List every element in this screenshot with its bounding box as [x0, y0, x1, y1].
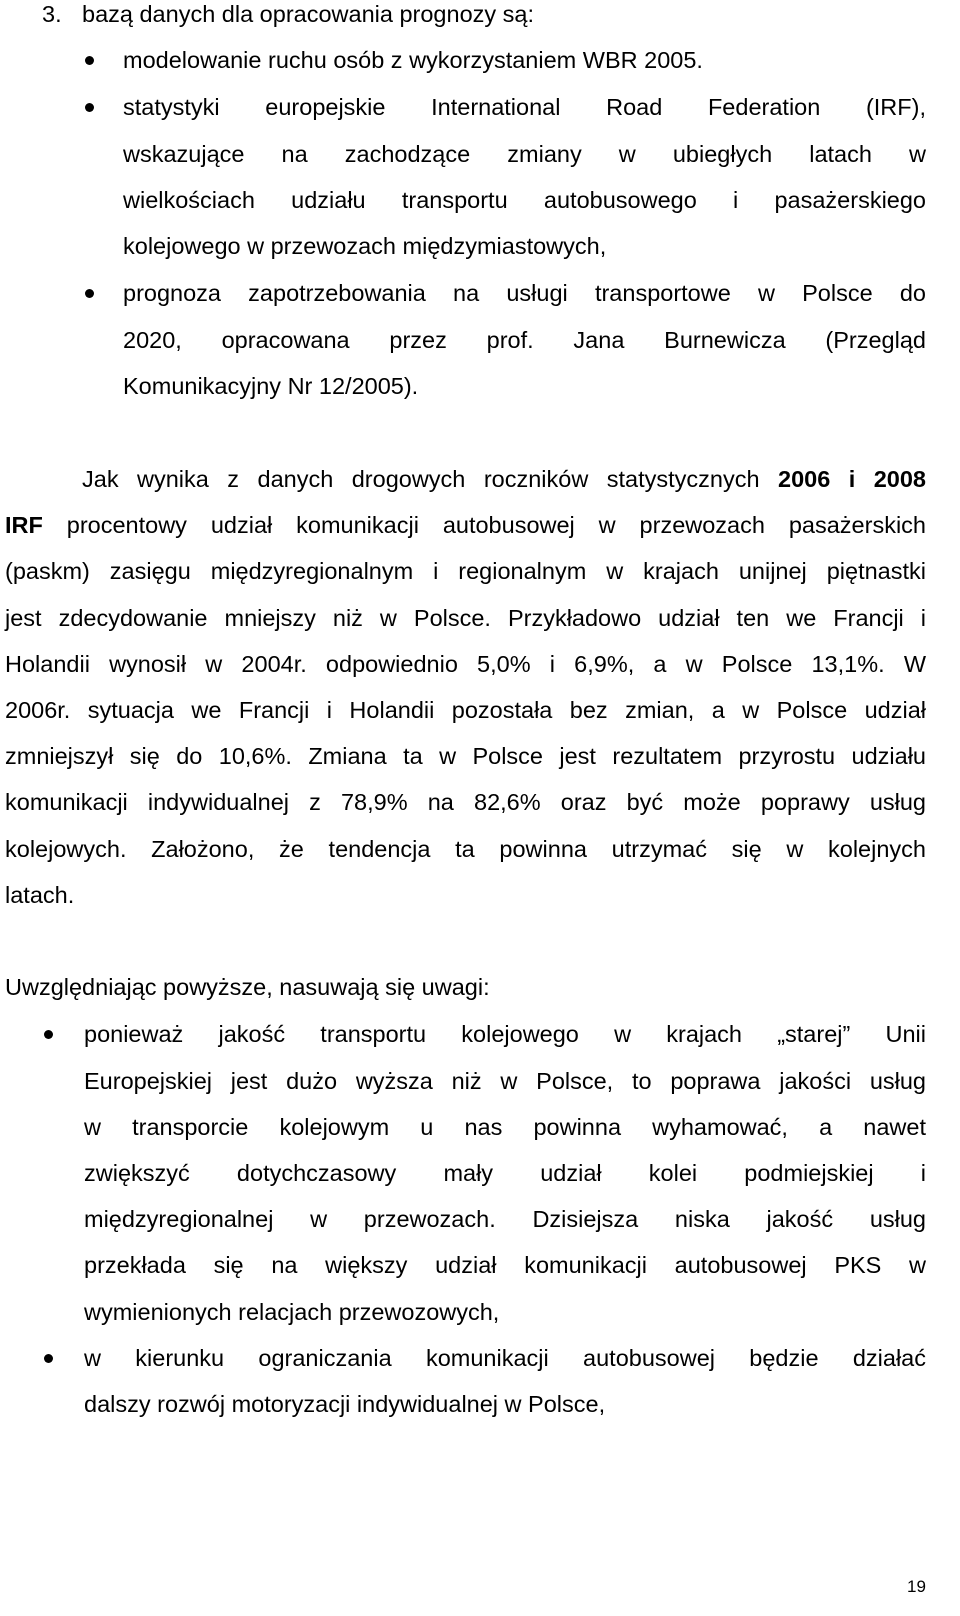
- paragraph-line: Holandii wynosił w 2004r. odpowiednio 5,0% i 6,9%, a w Polsce 13,1%. W: [5, 651, 926, 677]
- bullet-text: wielkościach udziału transportu autobusowego i pasażerskiego: [123, 187, 926, 213]
- bullet-icon: [85, 56, 94, 65]
- paragraph-text: procentowy udział komunikacji autobusowej w przewozach pasażerskich: [42, 512, 926, 538]
- bullet-text: Europejskiej jest dużo wyższa niż w Polsce, to poprawa jakości usług: [84, 1068, 926, 1094]
- bullet-text: ponieważ jakość transportu kolejowego w krajach „starej” Unii: [84, 1021, 926, 1047]
- remarks-intro: Uwzględniając powyższe, nasuwają się uwagi:: [5, 974, 490, 1000]
- bullet-icon: [85, 289, 94, 298]
- bullet-text: kolejowego w przewozach międzymiastowych,: [123, 233, 607, 259]
- paragraph-line: komunikacji indywidualnej z 78,9% na 82,6% oraz być może poprawy usług: [5, 789, 926, 815]
- bullet-text: przekłada się na większy udział komunikacji autobusowej PKS w: [84, 1252, 926, 1278]
- bullet-text: statystyki europejskie International Road Federation (IRF),: [123, 94, 926, 120]
- paragraph-line: jest zdecydowanie mniejszy niż w Polsce. Przykładowo udział ten we Francji i: [5, 605, 926, 631]
- bullet-icon: [44, 1354, 53, 1363]
- bullet-text: w kierunku ograniczania komunikacji autobusowej będzie działać: [84, 1345, 926, 1371]
- paragraph-line: zmniejszył się do 10,6%. Zmiana ta w Polsce jest rezultatem przyrostu udziału: [5, 743, 926, 769]
- bullet-text: dalszy rozwój motoryzacji indywidualnej w Polsce,: [84, 1391, 606, 1417]
- bullet-text: 2020, opracowana przez prof. Jana Burnewicza (Przegląd: [123, 327, 926, 353]
- bullet-text: wymienionych relacjach przewozowych,: [84, 1299, 500, 1325]
- paragraph-bold-text: IRF: [5, 512, 43, 538]
- page-number: 19: [907, 1577, 926, 1596]
- paragraph-line: (paskm) zasięgu międzyregionalnym i regionalnym w krajach unijnej piętnastki: [5, 558, 926, 584]
- bullet-text: w transporcie kolejowym u nas powinna wyhamować, a nawet: [84, 1114, 926, 1140]
- bullet-text: prognoza zapotrzebowania na usługi transportowe w Polsce do: [123, 280, 926, 306]
- paragraph-line: kolejowych. Założono, że tendencja ta powinna utrzymać się w kolejnych: [5, 836, 926, 862]
- bullet-text: międzyregionalnej w przewozach. Dzisiejsza niska jakość usług: [84, 1206, 926, 1232]
- bullet-text: zwiększyć dotychczasowy mały udział kolei podmiejskiej i: [84, 1160, 926, 1186]
- bullet-icon: [85, 103, 94, 112]
- paragraph-line: [5, 511, 926, 539]
- paragraph-line: 2006r. sytuacja we Francji i Holandii pozostała bez zmian, a w Polsce udział: [5, 697, 926, 723]
- list-heading: bazą danych dla opracowania prognozy są:: [82, 1, 535, 27]
- bullet-text: wskazujące na zachodzące zmiany w ubiegłych latach w: [123, 141, 926, 167]
- paragraph-line: [82, 465, 926, 493]
- list-number: 3.: [42, 1, 62, 27]
- paragraph-line: latach.: [5, 882, 75, 908]
- bullet-text: Komunikacyjny Nr 12/2005).: [123, 373, 419, 399]
- paragraph-text: Jak wynika z danych drogowych roczników statystycznych: [82, 466, 778, 492]
- bullet-icon: [44, 1030, 53, 1039]
- bullet-text: modelowanie ruchu osób z wykorzystaniem WBR 2005.: [123, 47, 703, 73]
- paragraph-bold-text: 2006 i 2008: [778, 466, 926, 492]
